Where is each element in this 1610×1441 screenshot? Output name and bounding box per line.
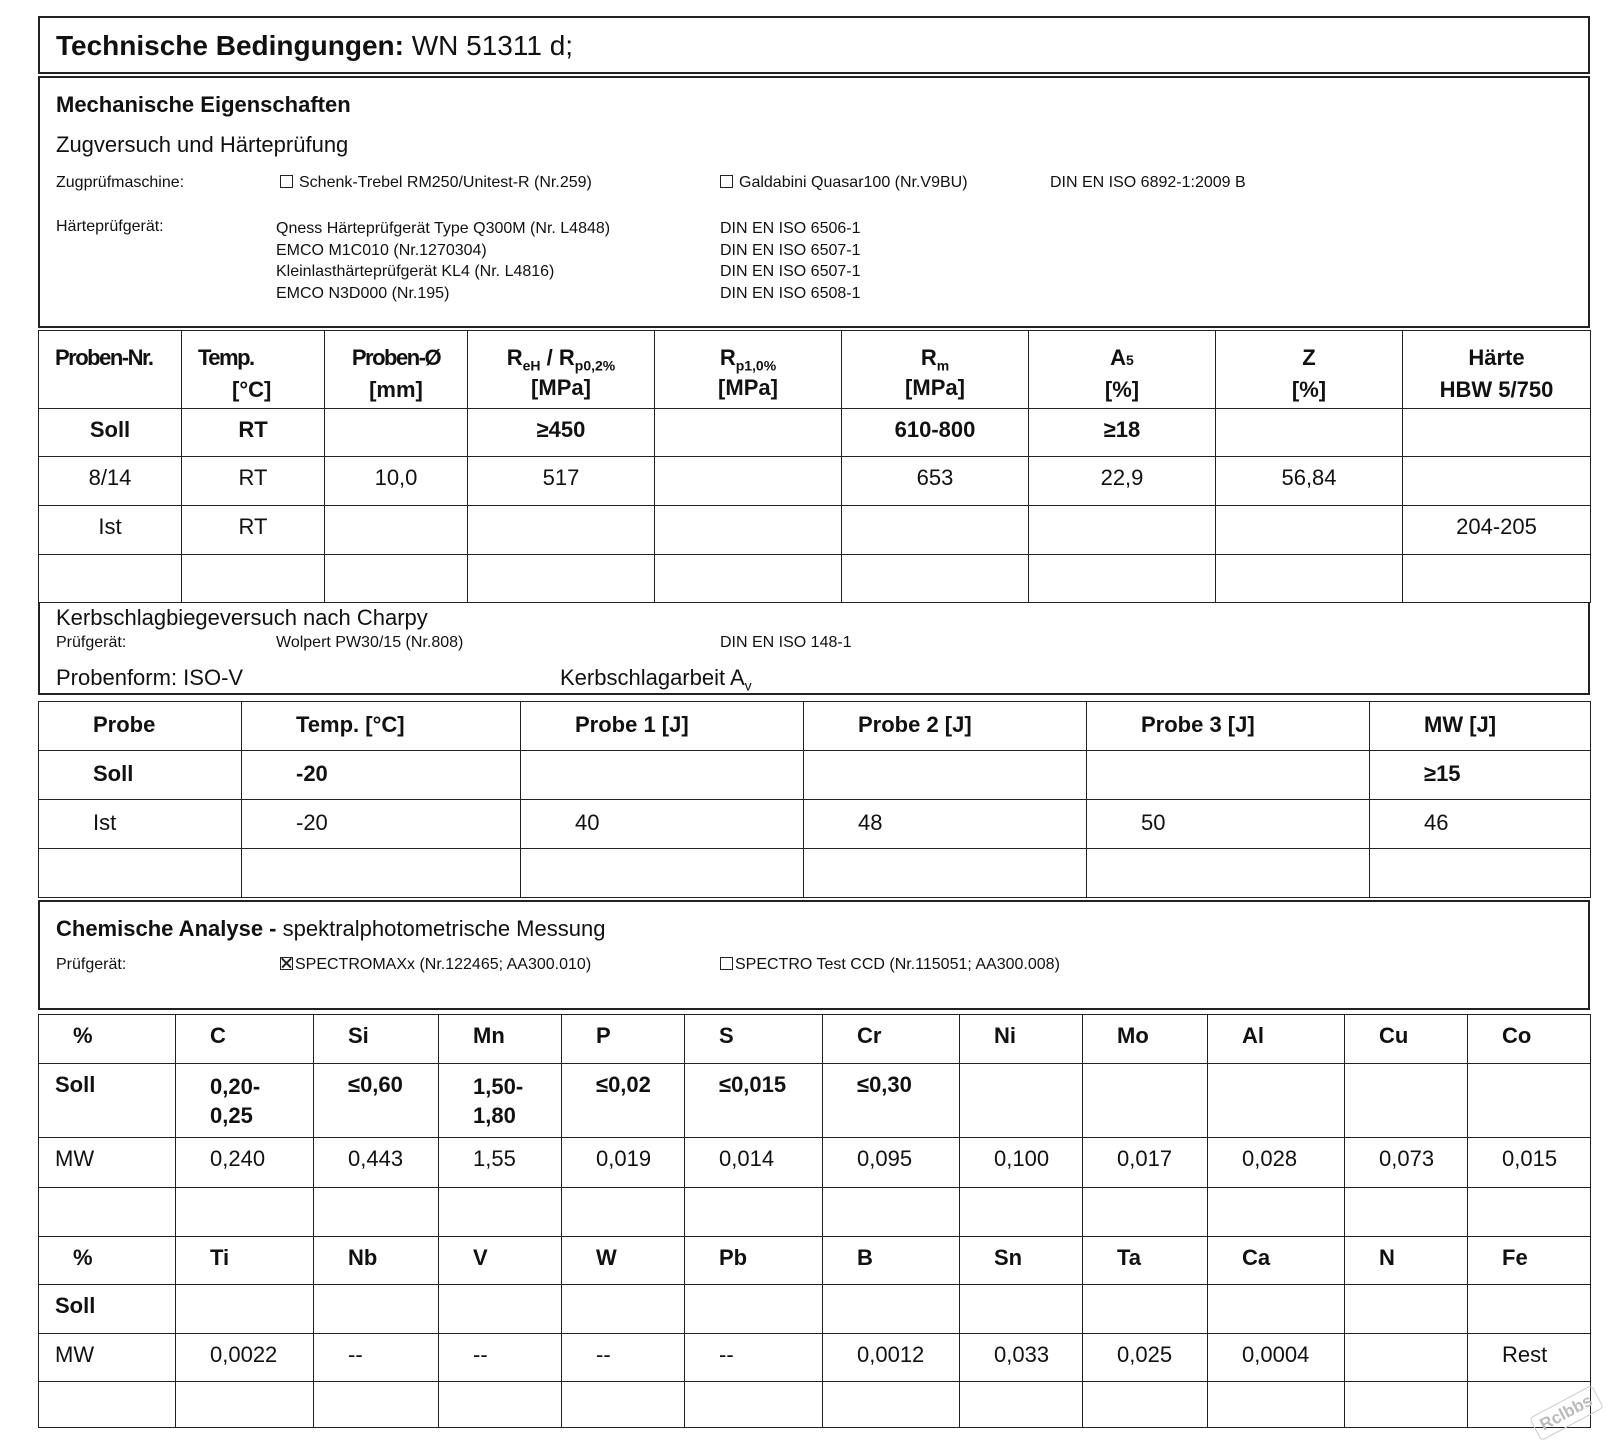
table-header: Si	[314, 1015, 439, 1064]
checkbox-icon[interactable]	[720, 175, 733, 188]
table-cell: ≤0,02	[562, 1064, 685, 1138]
table-cell	[1087, 849, 1370, 898]
charpy-form: Probenform: ISO-V	[56, 665, 244, 690]
table-cell	[960, 1188, 1083, 1237]
col-temp: Temp. [°C]	[182, 331, 325, 409]
table-header: %	[39, 1237, 176, 1285]
haerte-norms	[720, 218, 861, 304]
tensile-row-sample	[39, 457, 1591, 506]
col-haerte: Härte HBW 5/750	[1403, 331, 1591, 409]
table-cell: 0,015	[1468, 1138, 1591, 1188]
chem-header-row-2	[39, 1237, 1591, 1285]
table-cell	[842, 506, 1029, 555]
table-cell	[562, 1382, 685, 1428]
table-cell: ≥18	[1029, 409, 1216, 457]
chem-soll-row-2	[39, 1285, 1591, 1334]
table-cell: Soll	[39, 1064, 176, 1138]
table-cell: 0,20- 0,25	[176, 1064, 314, 1138]
table-cell	[439, 1188, 562, 1237]
mech-title: Mechanische Eigenschaften	[56, 92, 351, 117]
tensile-row-empty	[39, 555, 1591, 603]
table-cell	[1345, 1334, 1468, 1382]
table-cell	[325, 506, 468, 555]
checkbox-icon[interactable]	[280, 175, 293, 188]
table-cell: 0,014	[685, 1138, 823, 1188]
table-cell: RT	[182, 506, 325, 555]
table-header: Probe 1 [J]	[521, 702, 804, 751]
col-rm: $R_m$ [MPa]	[842, 331, 1029, 409]
table-cell	[39, 849, 242, 898]
table-cell: 8/14	[39, 457, 182, 506]
table-header: Temp. [°C]	[242, 702, 521, 751]
chem-title: Chemische Analyse - spektralphotometrische Messung	[56, 916, 606, 941]
table-cell	[314, 1285, 439, 1334]
table-header: Mo	[1083, 1015, 1208, 1064]
table-cell: ≥15	[1370, 751, 1591, 800]
table-cell: 56,84	[1216, 457, 1403, 506]
table-cell	[562, 1285, 685, 1334]
chem-soll-row-1	[39, 1064, 1591, 1138]
table-cell	[1345, 1285, 1468, 1334]
table-cell	[1029, 555, 1216, 603]
table-header: Cr	[823, 1015, 960, 1064]
table-cell: 0,0004	[1208, 1334, 1345, 1382]
table-cell: 0,033	[960, 1334, 1083, 1382]
haerte-norm: DIN EN ISO 6506-1	[720, 220, 861, 237]
charpy-energy: Kerbschlagarbeit $A_v$	[560, 665, 752, 694]
table-cell: --	[439, 1334, 562, 1382]
table-cell	[655, 506, 842, 555]
chem-mw-row-2	[39, 1334, 1591, 1382]
table-cell	[176, 1285, 314, 1334]
table-cell	[804, 751, 1087, 800]
table-cell: --	[314, 1334, 439, 1382]
table-cell: 610-800	[842, 409, 1029, 457]
table-cell: ≥450	[468, 409, 655, 457]
table-cell	[1208, 1064, 1345, 1138]
table-cell	[685, 1188, 823, 1237]
table-header: %	[39, 1015, 176, 1064]
charpy-row-ist	[39, 800, 1591, 849]
table-cell: 22,9	[1029, 457, 1216, 506]
table-cell	[1403, 555, 1591, 603]
table-cell	[960, 1382, 1083, 1428]
table-cell: 0,095	[823, 1138, 960, 1188]
table-cell: Soll	[39, 1285, 176, 1334]
table-cell: 0,0022	[176, 1334, 314, 1382]
title-label: Technische Bedingungen:	[56, 30, 404, 61]
table-cell: ≤0,015	[685, 1064, 823, 1138]
table-cell	[468, 555, 655, 603]
charpy-header-row	[39, 702, 1591, 751]
charpy-device-label: Prüfgerät:	[56, 634, 127, 651]
table-header: Co	[1468, 1015, 1591, 1064]
table-header: C	[176, 1015, 314, 1064]
table-header: P	[562, 1015, 685, 1064]
table-cell	[655, 409, 842, 457]
tensile-row-ist	[39, 506, 1591, 555]
col-proben-nr: Proben-Nr.	[39, 331, 182, 409]
table-cell: Ist	[39, 800, 242, 849]
table-header: Probe	[39, 702, 242, 751]
watermark-logo: Rclbbs	[1529, 1385, 1604, 1441]
table-cell: 0,025	[1083, 1334, 1208, 1382]
tensile-header-row	[39, 331, 1591, 409]
header-box	[38, 16, 1590, 74]
table-cell: 0,100	[960, 1138, 1083, 1188]
haerte-device: Kleinlasthärteprüfgerät KL4 (Nr. L4816)	[276, 263, 555, 280]
table-cell	[325, 409, 468, 457]
table-header: V	[439, 1237, 562, 1285]
table-cell	[1468, 1285, 1591, 1334]
chem-mw-row-1	[39, 1138, 1591, 1188]
table-cell	[1216, 555, 1403, 603]
tensile-table	[38, 330, 1591, 603]
table-header: N	[1345, 1237, 1468, 1285]
chem-device-1: SPECTROMAXx (Nr.122465; AA300.010)	[280, 956, 591, 974]
chem-empty-row-2	[39, 1382, 1591, 1428]
table-cell	[1345, 1188, 1468, 1237]
table-cell	[655, 457, 842, 506]
table-header: S	[685, 1015, 823, 1064]
table-cell: RT	[182, 457, 325, 506]
table-cell: 50	[1087, 800, 1370, 849]
table-header: Al	[1208, 1015, 1345, 1064]
table-cell	[685, 1285, 823, 1334]
table-header: Ni	[960, 1015, 1083, 1064]
table-cell	[468, 506, 655, 555]
col-z: Z [%]	[1216, 331, 1403, 409]
table-cell	[823, 1382, 960, 1428]
table-cell: Soll	[39, 409, 182, 457]
table-cell	[1208, 1188, 1345, 1237]
col-a5: A5 [%]	[1029, 331, 1216, 409]
table-cell	[39, 555, 182, 603]
table-cell: 0,028	[1208, 1138, 1345, 1188]
table-cell	[960, 1285, 1083, 1334]
haerte-label: Härteprüfgerät:	[56, 218, 164, 235]
table-cell	[823, 1285, 960, 1334]
table-header: Nb	[314, 1237, 439, 1285]
table-cell	[804, 849, 1087, 898]
zug-machine-1: Schenk-Trebel RM250/Unitest-R (Nr.259)	[280, 174, 592, 192]
table-cell: 46	[1370, 800, 1591, 849]
haerte-device: Qness Härteprüfgerät Type Q300M (Nr. L4848)	[276, 220, 611, 237]
table-cell: ≤0,60	[314, 1064, 439, 1138]
tensile-row-soll	[39, 409, 1591, 457]
col-diameter: Proben-Ø [mm]	[325, 331, 468, 409]
mech-subtitle: Zugversuch und Härteprüfung	[56, 132, 349, 157]
charpy-box	[38, 603, 1590, 695]
table-cell	[1370, 849, 1591, 898]
table-cell	[1403, 409, 1591, 457]
table-cell	[562, 1188, 685, 1237]
checkbox-icon[interactable]	[720, 957, 733, 970]
table-cell	[1216, 409, 1403, 457]
table-header: MW [J]	[1370, 702, 1591, 751]
table-header: Fe	[1468, 1237, 1591, 1285]
table-header: B	[823, 1237, 960, 1285]
table-header: Ca	[1208, 1237, 1345, 1285]
table-cell: 0,019	[562, 1138, 685, 1188]
table-cell: 48	[804, 800, 1087, 849]
table-cell	[842, 555, 1029, 603]
table-cell	[182, 555, 325, 603]
chem-header-row-1	[39, 1015, 1591, 1064]
table-header: Ta	[1083, 1237, 1208, 1285]
table-cell	[1083, 1382, 1208, 1428]
table-cell	[823, 1188, 960, 1237]
table-header: Ti	[176, 1237, 314, 1285]
table-cell: 0,017	[1083, 1138, 1208, 1188]
document-title	[56, 30, 573, 62]
table-cell: 517	[468, 457, 655, 506]
title-value: WN 51311 d;	[411, 30, 574, 61]
table-cell	[655, 555, 842, 603]
zug-label: Zugprüfmaschine:	[56, 174, 185, 191]
table-cell: 1,50- 1,80	[439, 1064, 562, 1138]
chem-empty-row-1	[39, 1188, 1591, 1237]
table-cell: 0,073	[1345, 1138, 1468, 1188]
charpy-device: Wolpert PW30/15 (Nr.808)	[276, 634, 464, 651]
table-cell: -20	[242, 800, 521, 849]
charpy-norm: DIN EN ISO 148-1	[720, 634, 852, 651]
table-cell	[1208, 1285, 1345, 1334]
charpy-title: Kerbschlagbiegeversuch nach Charpy	[56, 605, 428, 630]
charpy-table	[38, 701, 1591, 898]
chem-box	[38, 900, 1590, 1010]
table-cell	[1345, 1064, 1468, 1138]
haerte-device: EMCO N3D000 (Nr.195)	[276, 284, 450, 302]
table-header: Sn	[960, 1237, 1083, 1285]
table-cell	[439, 1285, 562, 1334]
table-header: Pb	[685, 1237, 823, 1285]
table-cell	[521, 751, 804, 800]
table-cell: MW	[39, 1138, 176, 1188]
table-cell	[314, 1382, 439, 1428]
haerte-norm: DIN EN ISO 6507-1	[720, 263, 861, 280]
table-cell: 0,0012	[823, 1334, 960, 1382]
table-cell	[242, 849, 521, 898]
table-cell	[521, 849, 804, 898]
table-cell: --	[685, 1334, 823, 1382]
haerte-norm: DIN EN ISO 6507-1	[720, 241, 861, 259]
table-cell: 653	[842, 457, 1029, 506]
chem-table	[38, 1014, 1591, 1428]
table-cell	[685, 1382, 823, 1428]
table-cell	[1468, 1188, 1591, 1237]
table-cell	[39, 1382, 176, 1428]
table-cell	[960, 1064, 1083, 1138]
col-reh-rp02: $R_{eH} / R_{p0,2\%}$ [MPa]	[468, 331, 655, 409]
table-cell	[1403, 457, 1591, 506]
table-cell: 204-205	[1403, 506, 1591, 555]
table-cell	[314, 1188, 439, 1237]
table-cell: Rest	[1468, 1334, 1591, 1382]
table-cell	[1216, 506, 1403, 555]
haerte-norm: DIN EN ISO 6508-1	[720, 284, 861, 302]
table-cell: --	[562, 1334, 685, 1382]
checkbox-checked-icon[interactable]	[280, 957, 293, 970]
table-cell	[176, 1382, 314, 1428]
table-cell	[439, 1382, 562, 1428]
table-header: Mn	[439, 1015, 562, 1064]
table-cell	[1208, 1382, 1345, 1428]
table-cell	[1083, 1188, 1208, 1237]
mech-box	[38, 76, 1590, 328]
table-cell: ≤0,30	[823, 1064, 960, 1138]
chem-device-label: Prüfgerät:	[56, 956, 127, 973]
table-header: Probe 3 [J]	[1087, 702, 1370, 751]
haerte-device: EMCO M1C010 (Nr.1270304)	[276, 241, 487, 259]
table-cell: 1,55	[439, 1138, 562, 1188]
table-cell	[1083, 1285, 1208, 1334]
table-cell: RT	[182, 409, 325, 457]
table-header: W	[562, 1237, 685, 1285]
table-cell	[1087, 751, 1370, 800]
zug-norm: DIN EN ISO 6892-1:2009 B	[1050, 174, 1246, 191]
table-cell	[1345, 1382, 1468, 1428]
table-cell: MW	[39, 1334, 176, 1382]
table-cell: -20	[242, 751, 521, 800]
table-cell: Soll	[39, 751, 242, 800]
table-cell	[325, 555, 468, 603]
table-cell	[1468, 1064, 1591, 1138]
chem-device-2: SPECTRO Test CCD (Nr.115051; AA300.008)	[720, 956, 1060, 974]
haerte-devices	[276, 218, 610, 304]
col-rp10: $R_{p1,0\%}$ [MPa]	[655, 331, 842, 409]
table-cell	[39, 1188, 176, 1237]
table-cell	[1029, 506, 1216, 555]
charpy-row-empty	[39, 849, 1591, 898]
table-cell	[176, 1188, 314, 1237]
table-cell: 0,240	[176, 1138, 314, 1188]
table-cell: 10,0	[325, 457, 468, 506]
table-cell	[1083, 1064, 1208, 1138]
charpy-row-soll	[39, 751, 1591, 800]
table-cell: 0,443	[314, 1138, 439, 1188]
table-cell: Ist	[39, 506, 182, 555]
table-header: Cu	[1345, 1015, 1468, 1064]
table-header: Probe 2 [J]	[804, 702, 1087, 751]
zug-machine-2: Galdabini Quasar100 (Nr.V9BU)	[720, 174, 968, 192]
table-cell: 40	[521, 800, 804, 849]
